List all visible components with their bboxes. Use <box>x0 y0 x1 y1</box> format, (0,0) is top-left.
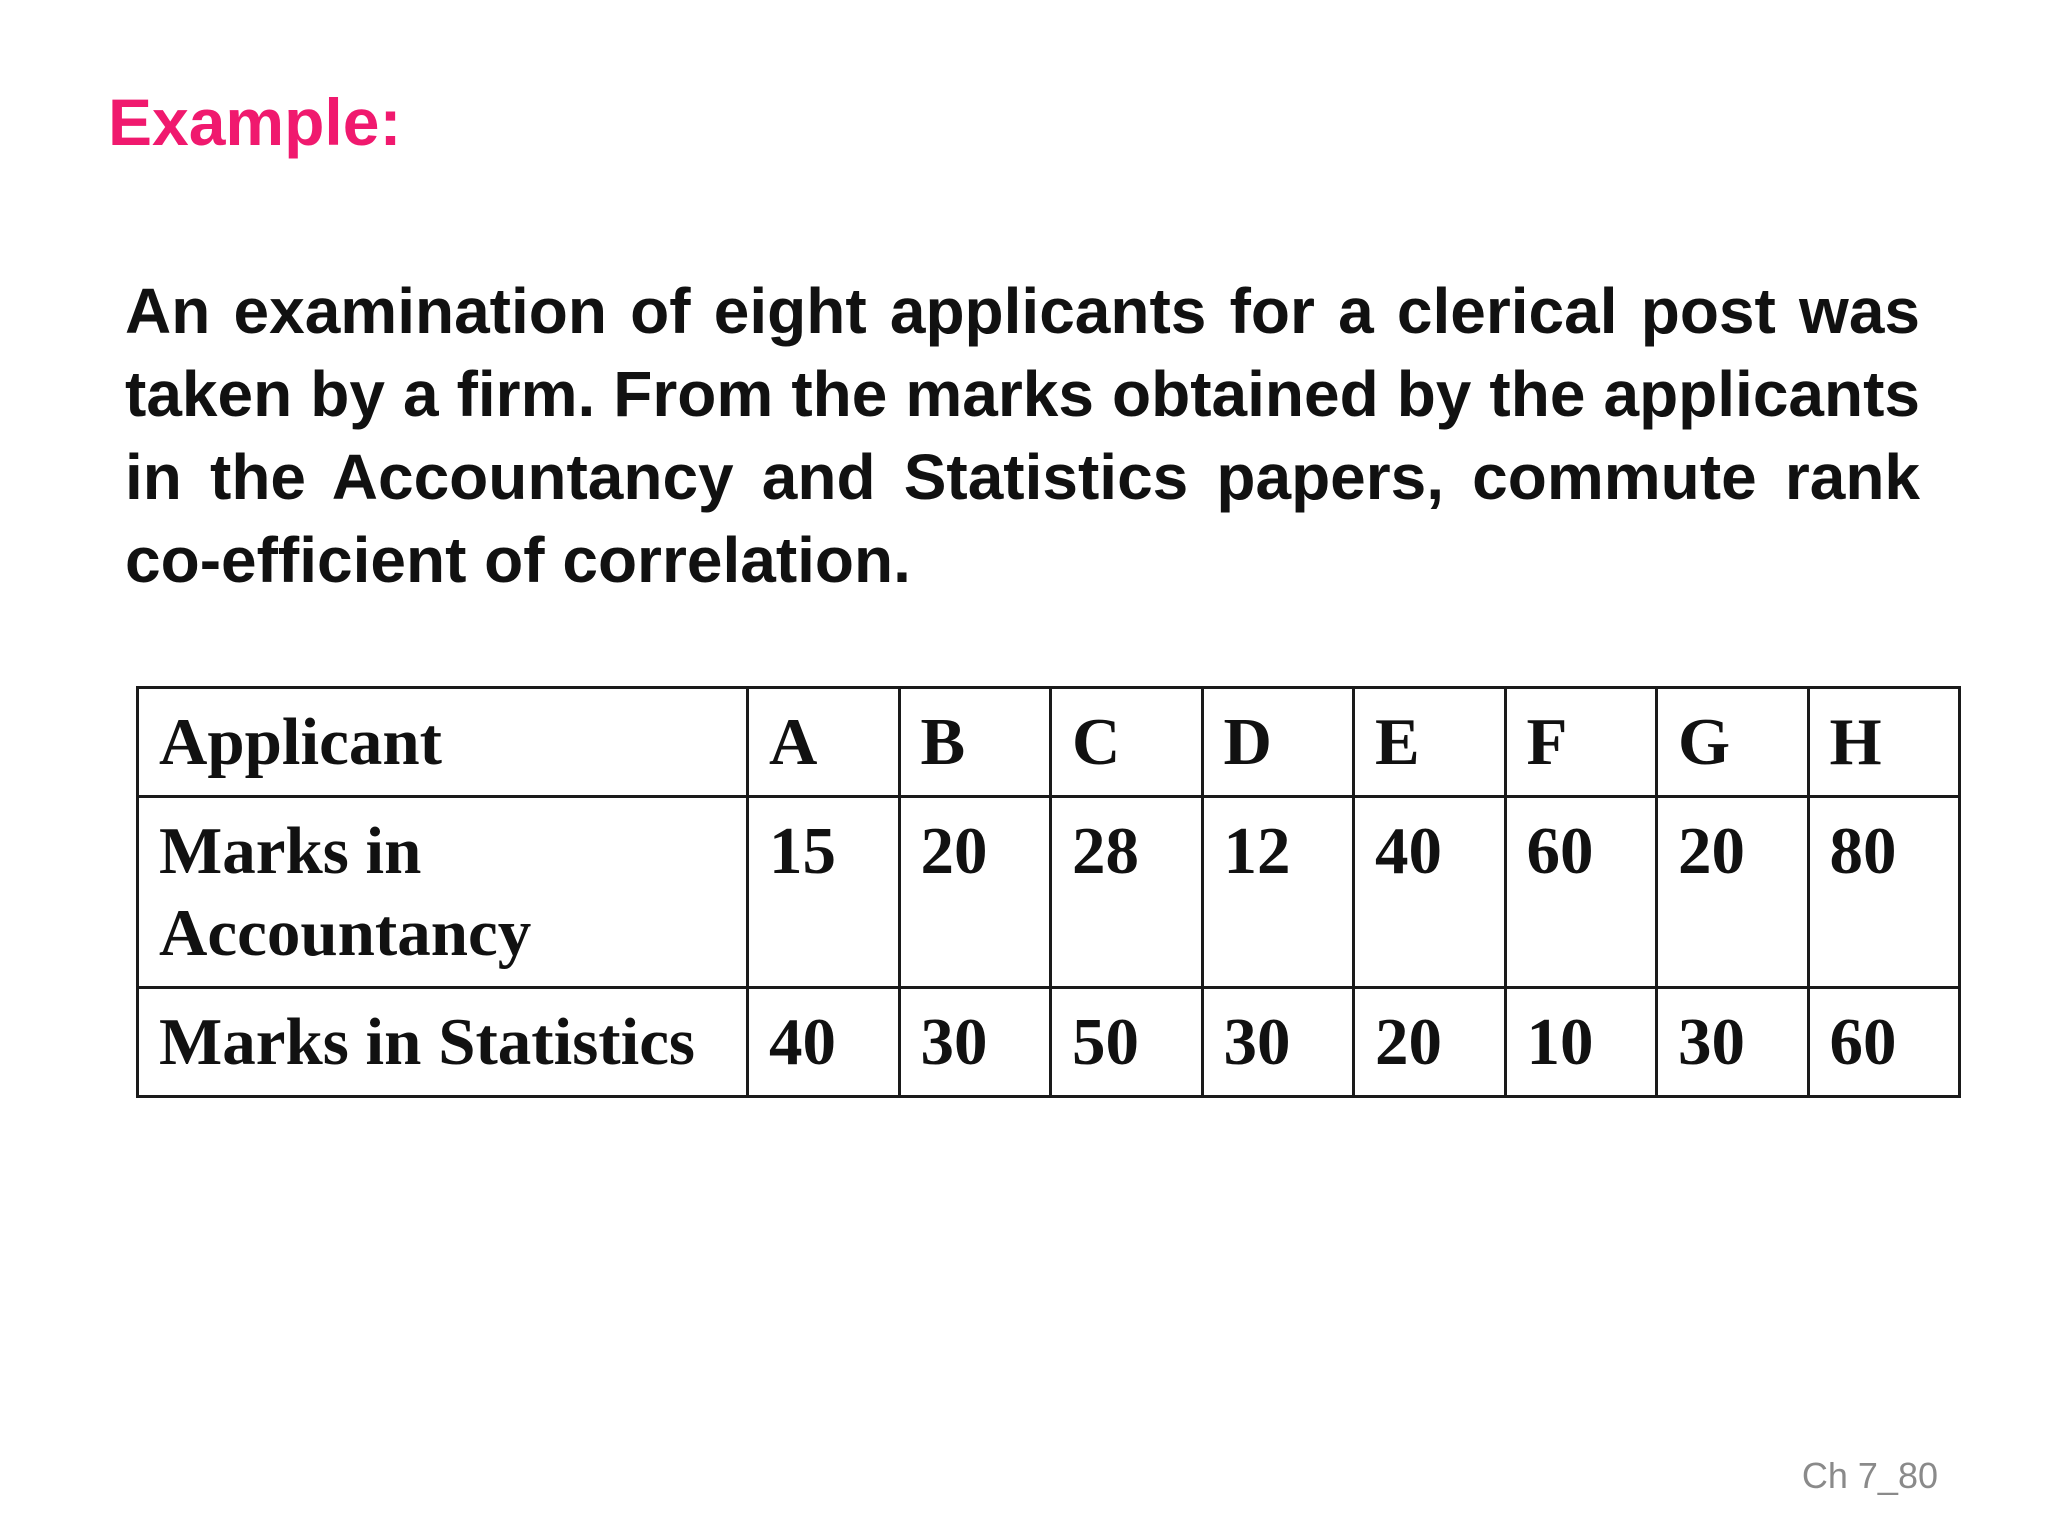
table-cell: G <box>1657 688 1809 797</box>
table-cell: 30 <box>899 988 1051 1097</box>
table-cell: H <box>1808 688 1960 797</box>
table-cell: E <box>1354 688 1506 797</box>
table-cell: 15 <box>748 797 900 988</box>
table-cell: 80 <box>1808 797 1960 988</box>
table-cell: D <box>1202 688 1354 797</box>
slide-number: Ch 7_80 <box>1801 1455 1938 1496</box>
table-cell: 30 <box>1657 988 1809 1097</box>
row-label: Marks in Statistics <box>138 988 748 1097</box>
table-cell: C <box>1051 688 1203 797</box>
row-label: Applicant <box>138 688 748 797</box>
table-cell: 60 <box>1505 797 1657 988</box>
marks-table <box>136 686 1961 1098</box>
table-cell: 10 <box>1505 988 1657 1097</box>
table-cell: 12 <box>1202 797 1354 988</box>
table-cell: 30 <box>1202 988 1354 1097</box>
row-label: Marks in Accountancy <box>138 797 748 988</box>
table-cell: 40 <box>1354 797 1506 988</box>
table-row-accountancy <box>138 797 1960 988</box>
table-row-statistics <box>138 988 1960 1097</box>
table-cell: B <box>899 688 1051 797</box>
table-cell: 20 <box>899 797 1051 988</box>
table-cell: F <box>1505 688 1657 797</box>
table-row-applicant <box>138 688 1960 797</box>
table-cell: A <box>748 688 900 797</box>
table-cell: 20 <box>1657 797 1809 988</box>
table-cell: 20 <box>1354 988 1506 1097</box>
table-cell: 50 <box>1051 988 1203 1097</box>
problem-statement: An examination of eight applicants for a clerical post was taken by a firm. From the marks obtained by the applicants in the Accountancy and Statistics papers, commute rank co-efficient of correlation. <box>125 275 1920 596</box>
slide-heading: Example: <box>108 85 402 159</box>
table-cell: 40 <box>748 988 900 1097</box>
table-cell: 28 <box>1051 797 1203 988</box>
table-cell: 60 <box>1808 988 1960 1097</box>
